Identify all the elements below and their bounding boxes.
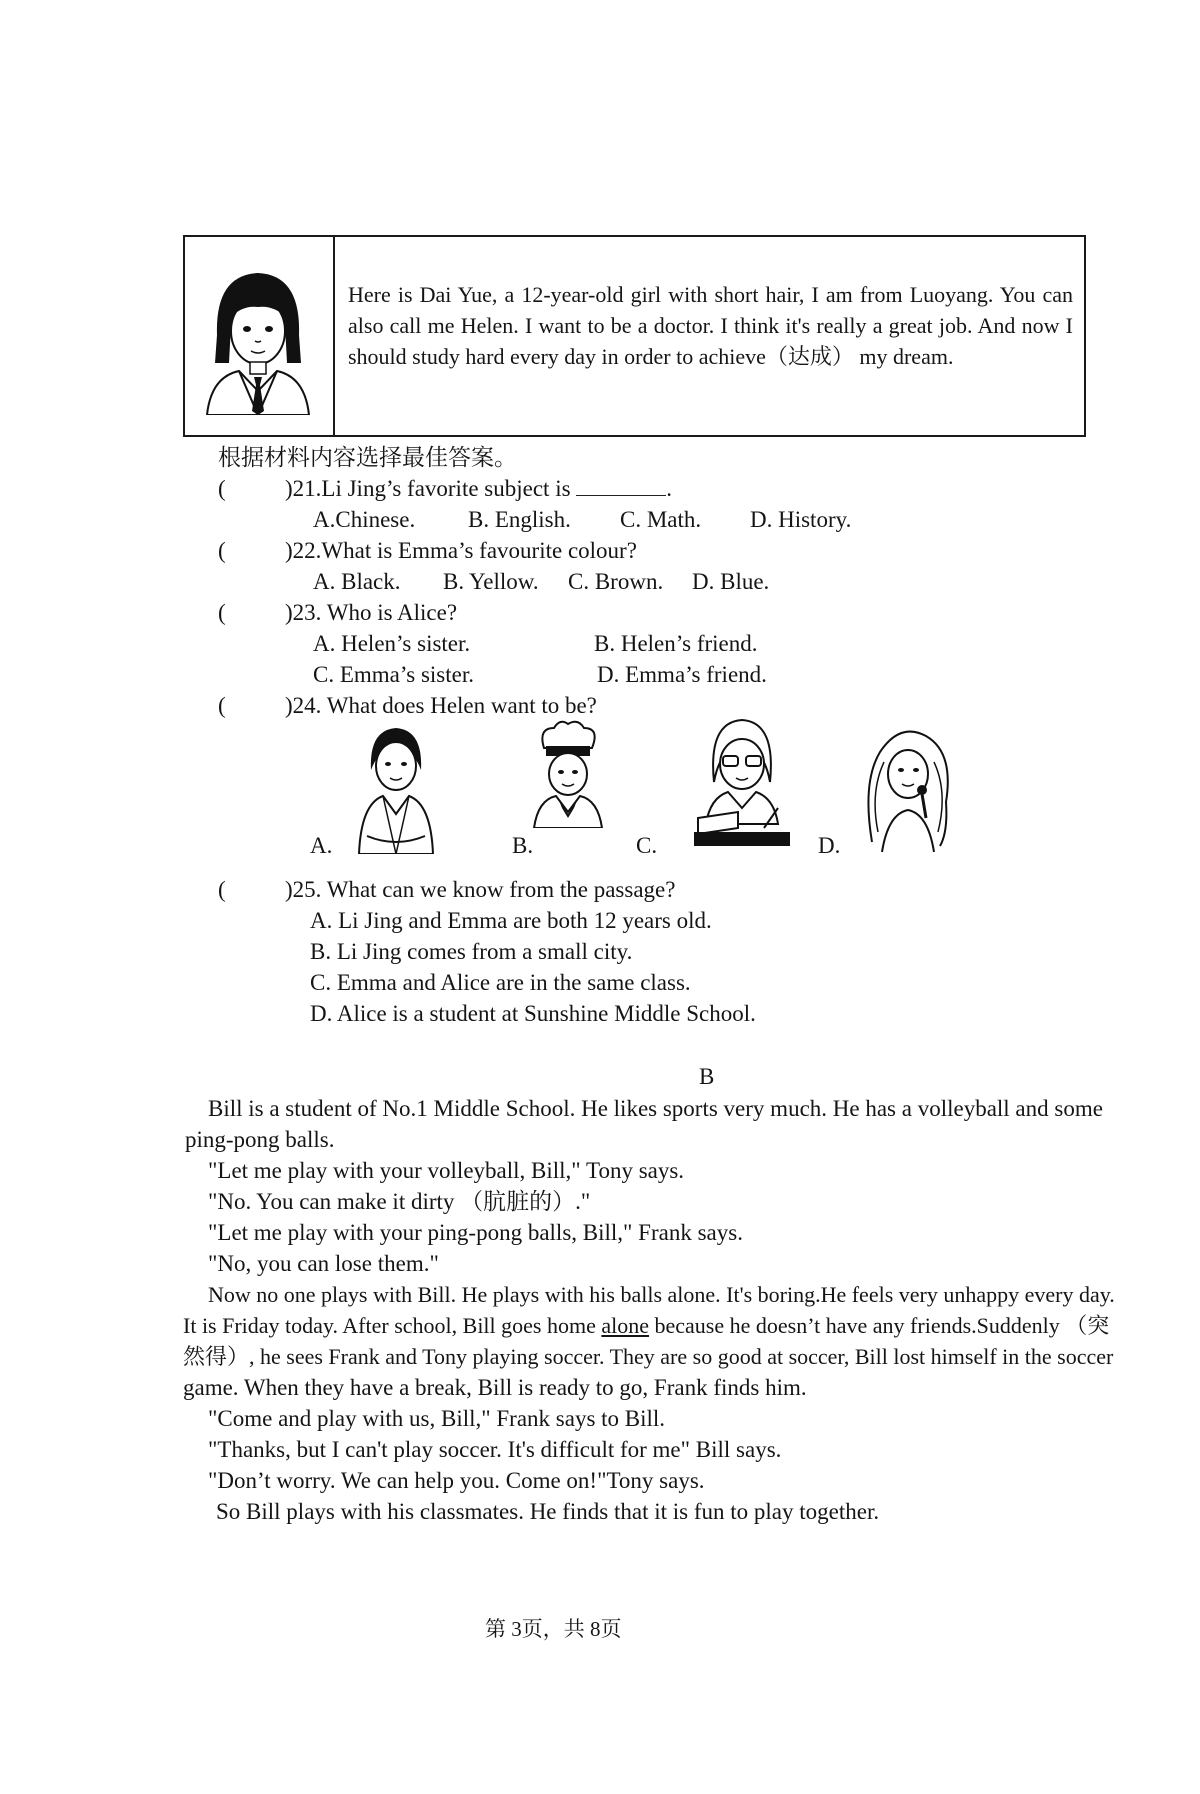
q25-option-a: A. Li Jing and Emma are both 12 years old. [310,908,712,933]
page-number-footer: 第 3页，共 8页 [485,1617,622,1641]
doctor-image [353,718,439,862]
singer-image [860,722,956,860]
answer-paren-25: ( [218,877,226,902]
q21-option-a: A.Chinese. [313,507,416,532]
q24-option-b: B. [512,833,534,858]
passage-line: ping-pong balls. [185,1127,335,1152]
q25-option-c: C. Emma and Alice are in the same class. [310,970,691,995]
passage-line: "Let me play with your ping-pong balls, Bill," Frank says. [208,1220,743,1245]
passage-line: "Let me play with your volleyball, Bill," Tony says. [208,1158,685,1183]
q22-option-a: A. Black. [313,569,401,594]
underlined-word-alone: alone [601,1313,650,1338]
q22-option-b: B. Yellow. [443,569,539,594]
passage-line: Bill is a student of No.1 Middle School. He likes sports very much. He has a volleyball and some [208,1096,1103,1121]
passage-line: 然得）, he sees Frank and Tony playing soccer. They are so good at soccer, Bill lost himself in the soccer [183,1344,1114,1369]
passage-line: "No, you can lose them." [208,1251,439,1276]
profile-box [183,235,1086,437]
question-23-stem: )23. Who is Alice? [285,600,458,625]
passage-line: "Thanks, but I can't play soccer. It's difficult for me" Bill says. [208,1437,782,1462]
passage-line: Now no one plays with Bill. He plays with his balls alone. It's boring.He feels very unhappy every day. [208,1282,1115,1307]
question-22-stem: )22.What is Emma’s favourite colour? [285,538,637,563]
answer-blank [576,473,666,496]
passage-line: So Bill plays with his classmates. He finds that it is fun to play together. [216,1499,880,1524]
q23-option-c: C. Emma’s sister. [313,662,474,687]
q24-option-d: D. [818,833,841,858]
answer-paren-24: ( [218,693,226,718]
answer-paren-23: ( [218,600,226,625]
q21-option-c: C. Math. [620,507,702,532]
section-b-heading: B [699,1064,715,1089]
answer-paren-21: ( [218,476,226,501]
teacher-image [692,712,792,858]
chef-image [528,718,608,836]
passage-line: "No. You can make it dirty （肮脏的）." [208,1189,591,1214]
answer-paren-22: ( [218,538,226,563]
question-21-stem: )21.Li Jing’s favorite subject is . [285,473,672,504]
girl-portrait-image [185,237,335,435]
q25-option-d: D. Alice is a student at Sunshine Middle School. [310,1001,756,1026]
q24-option-c: C. [636,833,658,858]
passage-line: "Come and play with us, Bill," Frank says to Bill. [208,1406,666,1431]
question-25-stem: )25. What can we know from the passage? [285,877,676,902]
q22-option-d: D. Blue. [692,569,770,594]
q23-option-b: B. Helen’s friend. [594,631,758,656]
q22-option-c: C. Brown. [568,569,664,594]
q21-option-d: D. History. [750,507,852,532]
passage-line: game. When they have a break, Bill is ready to go, Frank finds him. [183,1375,807,1400]
q23-option-a: A. Helen’s sister. [313,631,471,656]
q25-option-b: B. Li Jing comes from a small city. [310,939,633,964]
passage-line: It is Friday today. After school, Bill goes home alone because he doesn’t have any friends.Suddenly （突 [183,1313,1110,1338]
q21-option-b: B. English. [468,507,571,532]
instruction-text: 根据材料内容选择最佳答案。 [218,445,517,470]
profile-text: Here is Dai Yue, a 12-year-old girl with short hair, I am from Luoyang. You can also call me Helen. I want to be a doctor. I think it's really a great job. And now I should study hard every day in order to achieve（达成） my dream. [348,282,1073,369]
question-24-stem: )24. What does Helen want to be? [285,693,597,718]
q23-option-d: D. Emma’s friend. [597,662,767,687]
passage-line: "Don’t worry. We can help you. Come on!"Tony says. [208,1468,705,1493]
q24-option-a: A. [310,833,333,858]
